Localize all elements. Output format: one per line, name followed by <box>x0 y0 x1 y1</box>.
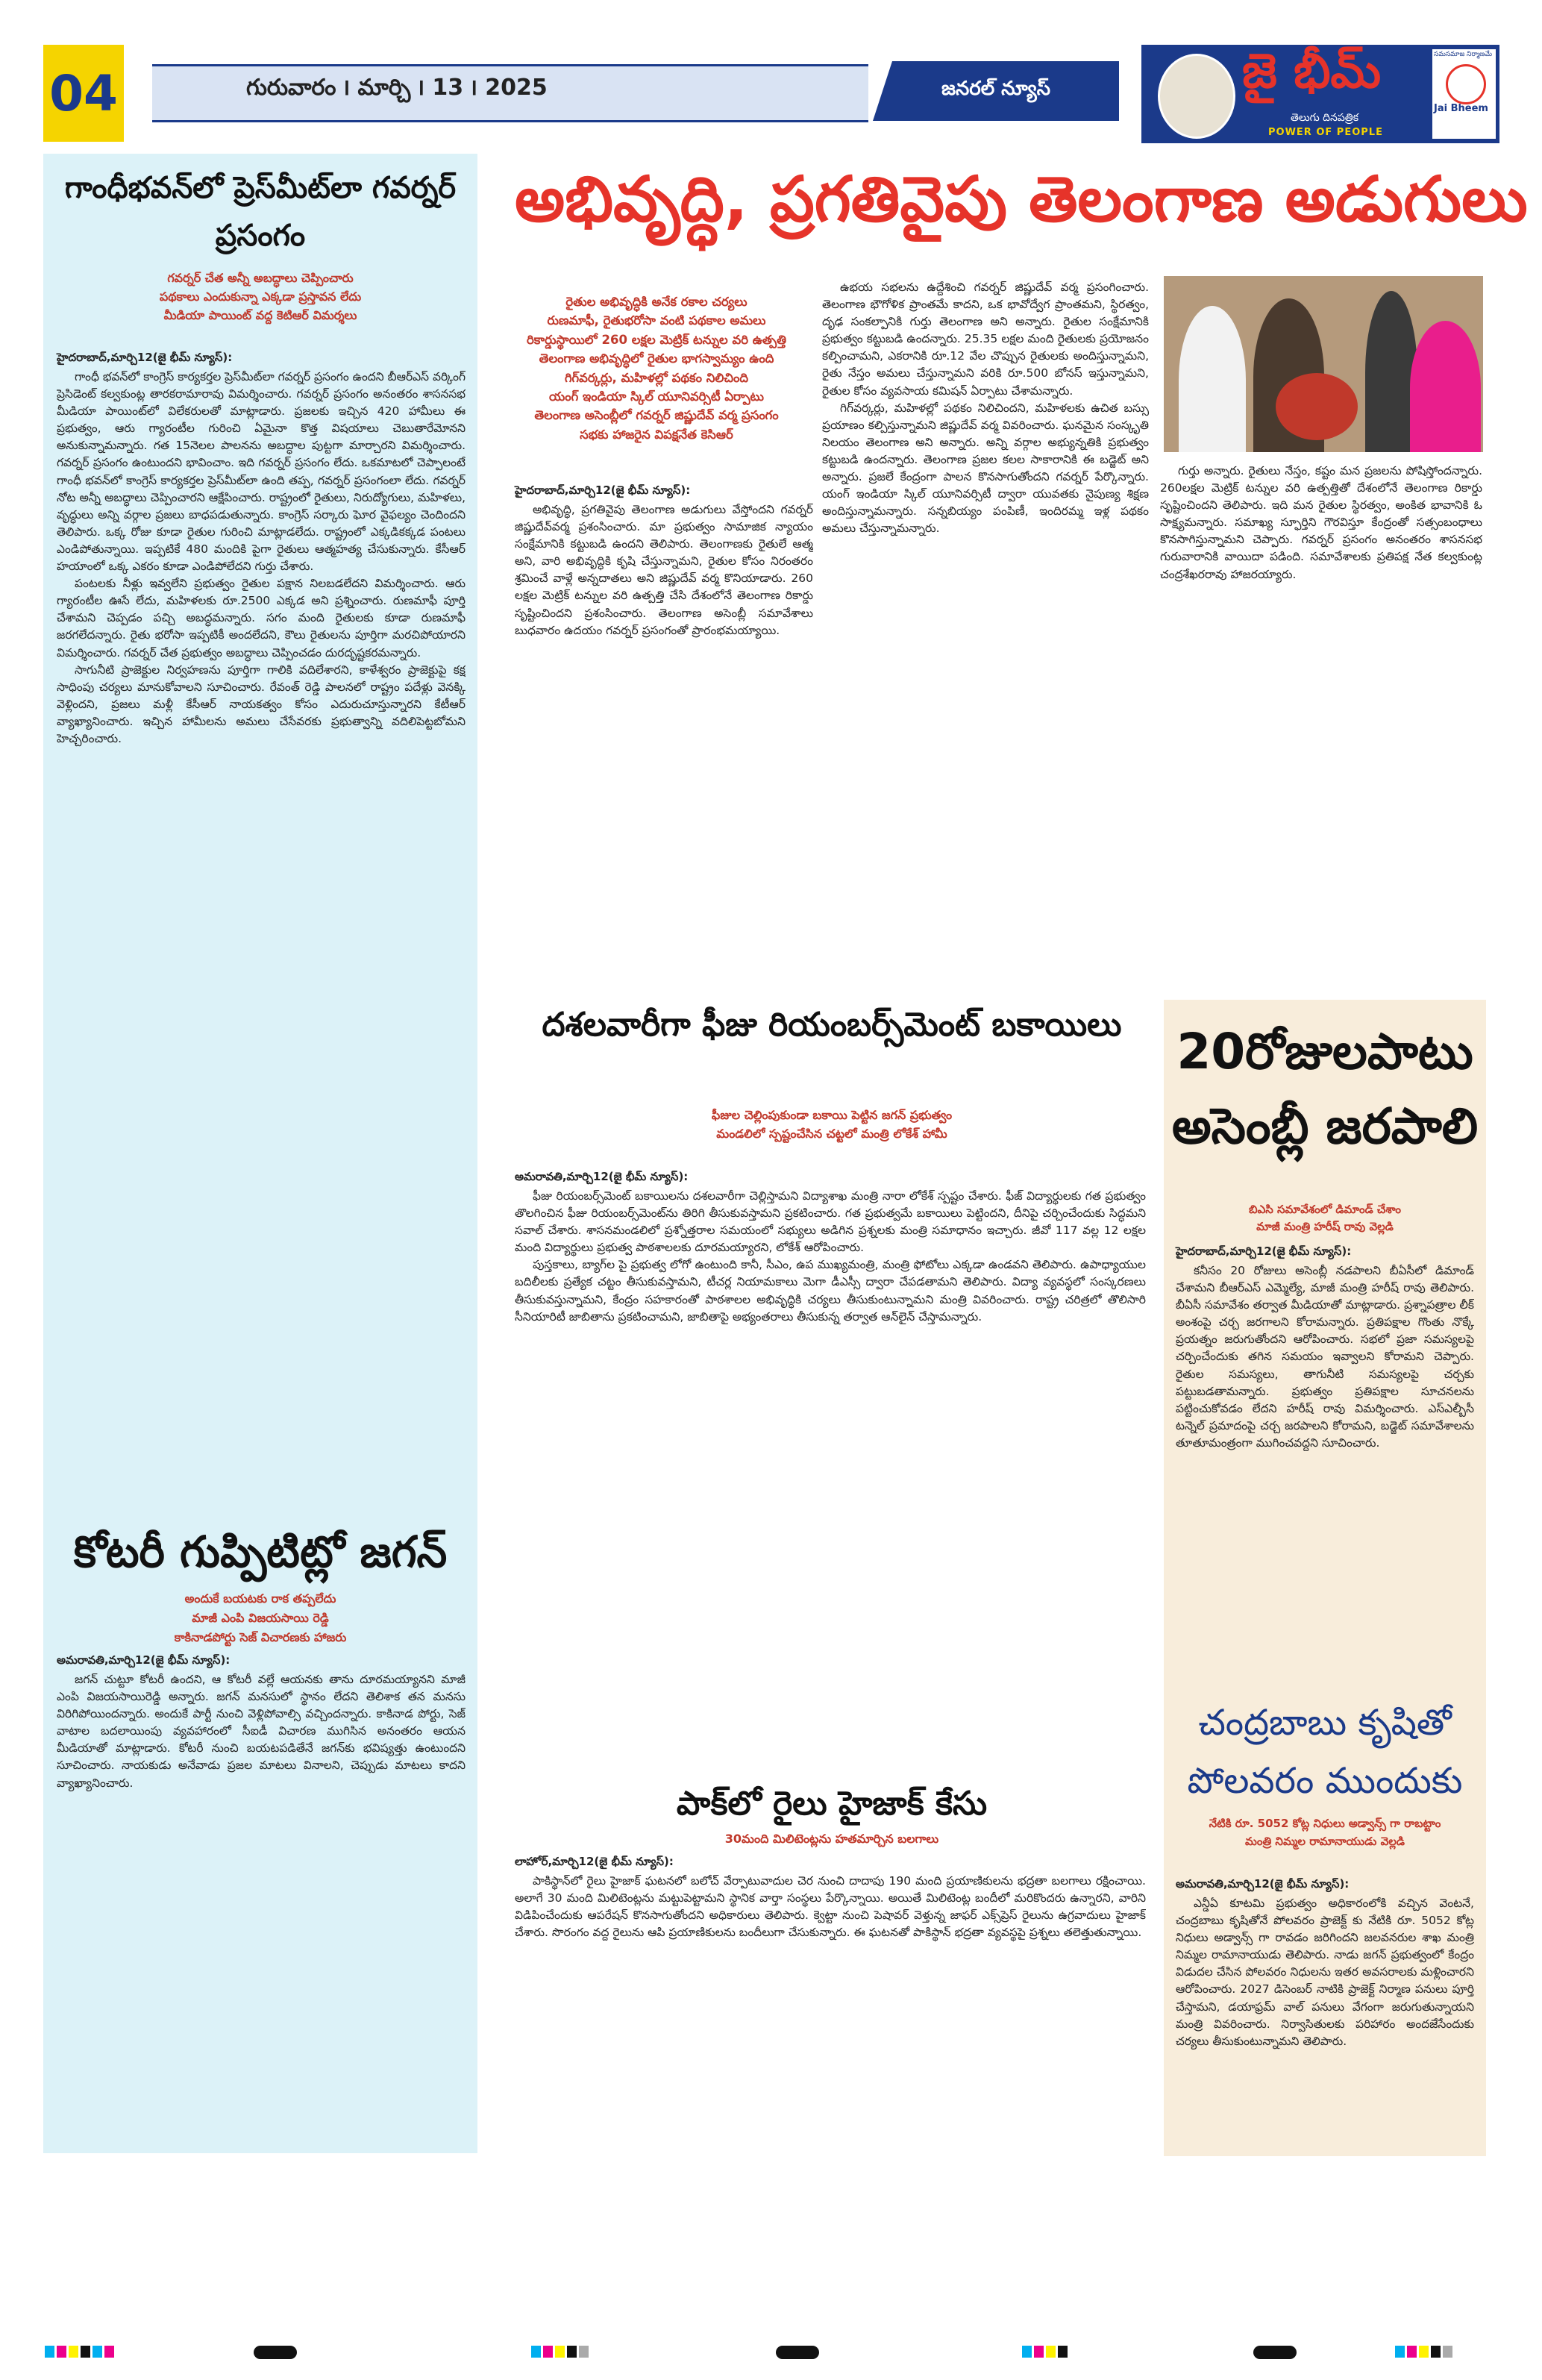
article-headline: కోటరీ గుప్పిటిట్లో జగన్ <box>73 1526 448 1577</box>
color-swatch <box>1022 2346 1032 2358</box>
subhead: మాజీ ఎంపి విజయసాయి రెడ్డి <box>192 1611 329 1625</box>
color-swatch <box>543 2346 553 2358</box>
paragraph: అభివృద్ధి, ప్రగతివైపు తెలంగాణ అడుగులు వేస్తోందని గవర్నర్ జిష్ణుదేవ్‌వర్మ ప్రశంసించారు. మా ప్రభుత్వం సామాజిక న్యాయం సంక్షేమానికి కట్టుబడి ఉందని తెలిపారు. తెలంగాణకు రైతులే ఆత్మ అని, వారి అభివృద్ధికి కృషి చేస్తున్నామని, రైతుల కోసం నిరంతరం శ్రమించే వాళ్లే అన్నదాతలు అని జిష్ణుదేవ్ వర్మ కొనియాడారు. 260 లక్షల మెట్రిక్ టన్నుల వరి ఉత్పత్తి చేసి దేశంలోనే తెలంగాణ రికార్డు సృష్టించిందని ప్రశంసించారు. తెలంగాణ అసెంబ్లీ సమావేశాలు బుధవారం ఉదయం గవర్నర్ ప్రసంగంతో ప్రారంభమయ్యాయి. <box>515 503 813 637</box>
article-body <box>1176 1262 1474 1680</box>
article-body <box>822 279 1149 1010</box>
article-subheads <box>500 292 813 444</box>
color-swatch <box>1395 2346 1405 2358</box>
article-body <box>57 369 466 1519</box>
subhead: రైతుల అభివృద్ధికి అనేక రకాల చర్యలు <box>565 295 748 309</box>
subhead: మాజీ మంత్రి హరీష్ రావు వెల్లడి <box>1256 1220 1394 1233</box>
paragraph: గాంధీ భవన్‌లో కాంగ్రెస్ కార్యకర్తల ప్రెస్‌మీట్‌లా గవర్నర్ ప్రసంగం ఉందని బీఆర్ఎస్ వర్కింగ్ ప్రెసిడెంట్ కల్వకుంట్ల తారకరామారావు విమర్శించారు. గవర్నర్ ప్రసంగం అనంతరం శాసనసభ మీడియా పాయింట్‌లో విలేకరులతో మాట్లాడారు. ప్రజలకు ఇచ్చిన 420 హామీలు ఈ ప్రభుత్వం, ఆరు గ్యారంటీల గురించి ఏమైనా కొత్త విషయాలు చెబుతారేమోనని అనుకున్నామన్నారు. గత 15నెలల పాలనను అబద్ధాల పుట్టగా మార్చారని విమర్శించారు. గవర్నర్ ప్రసంగం ఉంటుందని భావించాం. ఇది గవర్నర్ ప్రసంగం లేదు. ఒకమాటలో చెప్పాలంటే గాంధీ భవన్‌లో కాంగ్రెస్ కార్యకర్తల ప్రెస్‌మీట్‌లా ఉంది తప్ప, గవర్నర్ ప్రసంగంలా లేదు. గవర్నర్ నోట అన్నీ అబద్ధాలు చెప్పించారని ఆక్షేపించారు. రాష్ట్రంలో రైతులు, నిరుద్యోగులు, మహిళలు, వృద్ధులు అన్ని వర్గాల ప్రజలు బాధపడుతున్నారు. కాంగ్రెస్ సర్కారు ఘోర వైఫల్యం చెందిందని తెలిపారు. ఒక్క రోజు కూడా రైతుల గురించి మాట్లాడలేదు. రాష్ట్రంలో ఎక్కడికక్కడ పంటలు ఎండిపోతున్నాయి. ఇప్పటికే 480 మందికి పైగా రైతులు ఆత్మహత్య చేసుకున్నారు. కేసీఆర్ హయాంలో ఒక్క ఎకరం కూడా ఎండిపోలేదని గుర్తు చేశారు. <box>57 370 466 574</box>
article-headline: గాంధీభవన్‌లో ప్రెస్‌మీట్‌లా గవర్నర్ ప్రసంగం <box>64 171 457 253</box>
subhead: రికార్డుస్థాయిలో 260 లక్షల మెట్రిక్ టన్నుల వరి ఉత్పత్తి <box>526 332 786 347</box>
subhead: గవర్నర్ చేత అన్నీ అబద్ధాలు చెప్పించారు <box>167 271 354 285</box>
photo-figure <box>1410 321 1481 452</box>
article-subheads <box>43 269 477 325</box>
article-body <box>515 1188 1146 1759</box>
subhead: 30మంది మిలిటెంట్లను హతమార్చిన బలగాలు <box>724 1832 939 1846</box>
paragraph: కనీసం 20 రోజులు అసెంబ్లీ నడపాలని బీఏసీలో డిమాండ్ చేశామని బీఆర్ఎస్ ఎమ్మెల్యే, మాజీ మంత్రి హరీష్ రావు తెలిపారు. బీఏసీ సమావేశం తర్వాత మీడియాతో మాట్లాడారు. ప్రశ్నాపత్రాల లీక్ అంశంపై చర్చ జరగాలని కోరామన్నారు. ప్రతిపక్షాల గొంతు నొక్కే ప్రయత్నం జరుగుతోందని ఆరోపించారు. సభలో ప్రజా సమస్యలపై చర్చించేందుకు తగిన సమయం ఇవ్వాలని కోరామని చెప్పారు. రైతుల సమస్యలు, తాగునీటి సమస్యలపై చర్చకు పట్టుబడతామన్నారు. ప్రభుత్వం ప్రతిపక్షాల సూచనలను పట్టించుకోవడం లేదని హరీష్ రావు విమర్శించారు. ఎస్ఎల్బీసీ టన్నెల్ ప్రమాదంపై చర్చ జరపాలని కోరామని, బడ్జెట్ సమావేశాలను తూతూమంత్రంగా ముగించవద్దని సూచించారు. <box>1176 1264 1474 1450</box>
ambedkar-portrait-icon <box>1158 54 1235 139</box>
registration-mark <box>776 2346 819 2359</box>
color-swatch <box>555 2346 565 2358</box>
article-headline: పాక్‌లో రైలు హైజాక్ కేసు <box>676 1785 988 1823</box>
subhead: నేటికి రూ. 5052 కోట్ల నిధులు అడ్వాన్స్ గా రాబట్టాం <box>1209 1817 1441 1830</box>
article-headline: చంద్రబాబు కృషితో పోలవరం ముందుకు <box>1187 1702 1463 1802</box>
page-number: 04 <box>43 45 124 142</box>
brand-emblem-icon <box>1446 64 1486 104</box>
article-body <box>515 1873 1146 2156</box>
color-swatch <box>1058 2346 1068 2358</box>
article-subheads <box>1164 1201 1486 1236</box>
article-headline: 20రోజులపాటు అసెంబ్లీ జరపాలి <box>1171 1023 1479 1155</box>
paragraph: జగన్ చుట్టూ కోటరీ ఉందని, ఆ కోటరీ వల్లే ఆయనకు తాను దూరమయ్యానని మాజీ ఎంపి విజయసాయిరెడ్డి అన్నారు. జగన్ మనసులో స్థానం లేదని తెలిశాక తన మనసు విరిగిపోయిందన్నారు. అందుకే పార్టీ నుంచి వెళ్లిపోవాల్సి వచ్చిందన్నారు. కాకినాడ పోర్టు, సెజ్ వాటాల బదలాయింపు వ్యవహారంలో సీఐడీ విచారణ ముగిసిన అనంతరం ఆయన మీడియాతో మాట్లాడారు. కోటరీ నుంచి బయటపడితేనే జగన్‌కు భవిష్యత్తు ఉంటుందని సూచించారు. నాయకుడు అనేవాడు ప్రజల మాటలు వినాలని, చెప్పుడు మాటలు కాదని వ్యాఖ్యానించారు. <box>57 1673 466 1790</box>
main-headline: అభివృద్ధి, ప్రగతివైపు తెలంగాణ అడుగులు <box>515 163 1528 236</box>
dateline: లాహోర్,మార్చి12(జై భీమ్ న్యూస్): <box>515 1855 674 1868</box>
registration-mark <box>1253 2346 1297 2359</box>
dateline: హైదరాబాద్,మార్చి12(జై భీమ్ న్యూస్): <box>1176 1244 1352 1258</box>
photo-figure <box>1179 306 1246 452</box>
paragraph: గుర్తు అన్నారు. రైతులు నేస్తం, కష్టం మన ప్రజలను పోషిస్తోందన్నారు. 260లక్షల మెట్రిక్ టన్నుల వరి ఉత్పత్తితో దేశంలోనే తెలంగాణ రికార్డు సృష్టించిందని తెలిపారు. ఇది మన రైతుల స్థిరత్వం, అంకిత భావానికి ఓ సాక్ష్యమన్నారు. సమాఖ్య స్ఫూర్తిని గౌరవిస్తూ కేంద్రంతో సత్సంబంధాలు కొనసాగిస్తున్నామని చెప్పారు. గవర్నర్ ప్రసంగం అనంతరం శాసనసభ గురువారానికి వాయిదా పడింది. సమావేశాలకు ప్రతిపక్ష నేత కల్వకుంట్ల చంద్రశేఖరరావు హాజరయ్యారు. <box>1160 464 1482 581</box>
news-photo <box>1164 276 1483 452</box>
color-swatch <box>104 2346 114 2358</box>
subhead: సభకు హాజరైన విపక్షనేత కెసిఆర్ <box>580 427 733 442</box>
subhead: తెలంగాణ అభివృద్ధిలో రైతుల భాగస్వామ్యం ఉంది <box>539 351 774 366</box>
paragraph: సాగునీటి ప్రాజెక్టుల నిర్వహణను పూర్తిగా గాలికి వదిలేశారని, కాళేశ్వరం ప్రాజెక్టుపై కక్ష సాధింపు చర్యలు మానుకోవాలని సూచించారు. రేవంత్ రెడ్డి పాలనలో రాష్ట్రం పదేళ్లు వెనక్కి వెళ్లిందని, ప్రజలు మళ్లీ కేసీఆర్ నాయకత్వం కోసం ఎదురుచూస్తున్నారని కేటీఆర్ వ్యాఖ్యానించారు. ఇచ్చిన హామీలను అమలు చేసేవరకు ప్రభుత్వాన్ని వదిలిపెట్టబోమని హెచ్చరించారు. <box>57 663 466 745</box>
subhead: కాకినాడపోర్టు సెజ్ విచారణకు హాజరు <box>174 1630 347 1644</box>
color-swatch <box>567 2346 577 2358</box>
paragraph: పాకిస్థాన్‌లో రైలు హైజాక్ ఘటనలో బలోచ్ వేర్పాటువాదుల చెర నుంచి దాదాపు 190 మంది ప్రయాణికులను భద్రతా బలగాలు రక్షించాయి. అలాగే 30 మంది మిలిటెంట్లను మట్టుపెట్టామని స్థానిక వార్తా సంస్థలు పేర్కొన్నాయి. అయితే మిలిటెంట్ల బందీలో మరికొందరు ఉన్నారని, వారిని విడిపించేందుకు ఆపరేషన్ కొనసాగుతోందని అధికారులు తెలిపారు. క్వెట్టా నుంచి పెషావర్ వెళ్తున్న జాఫర్ ఎక్స్‌ప్రెస్ రైలును ఉగ్రవాదులు హైజాక్ చేశారు. సొరంగం వద్ద రైలును ఆపి ప్రయాణికులను బందీలుగా చేసుకున్నారు. ఈ ఘటనతో పాకిస్థాన్ భద్రతా వ్యవస్థపై ప్రశ్నలు తలెత్తుతున్నాయి. <box>515 1874 1146 1940</box>
article-body <box>515 501 813 822</box>
dateline: అమరావతి,మార్చి12(జై భీమ్ న్యూస్): <box>515 1170 689 1183</box>
masthead-brand: Jai Bheem <box>1434 103 1488 114</box>
paragraph: ఫీజు రియంబర్స్‌మెంట్ బకాయిలను దశలవారీగా చెల్లిస్తామని విద్యాశాఖ మంత్రి నారా లోకేశ్ స్పష్టం చేశారు. ఫీజ్ విద్యార్థులకు గత ప్రభుత్వం తొలగించిన ఫీజు రియంబర్స్‌మెంట్‌ను తిరిగి తీసుకువస్తామని ప్రకటించారు. గత ప్రభుత్వమే బకాయిలు పెట్టిందని, దీనిపై చర్చించేందుకు సిద్ధమని సవాల్ చేశారు. శాసనమండలిలో ప్రశ్నోత్తరాల సమయంలో సభ్యులు అడిగిన ప్రశ్నలకు మంత్రి సమాధానం ఇచ్చారు. జీవో 117 వల్ల 12 లక్షల మంది విద్యార్థులు ప్రభుత్వ పాఠశాలలకు దూరమయ్యారని, లోకేశ్ ఆరోపించారు. <box>515 1189 1146 1255</box>
bouquet-icon <box>1276 373 1358 440</box>
issue-date: గురువారం ౹ మార్చి ౹ 13 ౹ 2025 <box>246 75 548 101</box>
subhead: బిఎసి సమావేశంలో డిమాండ్ చేశాం <box>1249 1203 1401 1216</box>
article-subheads <box>43 1589 477 1647</box>
article-body <box>57 1671 466 2141</box>
color-swatch <box>81 2346 90 2358</box>
subhead: పథకాలు ఎందుకున్నా ఎక్కడా ప్రస్తావన లేదు <box>159 289 362 304</box>
subhead: రుణమాఫీ, రైతుభరోసా వంటి పథకాల అమలు <box>547 313 766 328</box>
article-subheads <box>1164 1814 1486 1850</box>
color-swatch <box>45 2346 54 2358</box>
paragraph: పంటలకు నీళ్లు ఇవ్వలేని ప్రభుత్వం రైతుల పక్షాన నిలబడలేదని విమర్శించారు. ఆరు గ్యారంటీల ఊసే లేదు, మహిళలకు రూ.2500 ఎక్కడ అని ప్రశ్నించారు. రుణమాఫీ పూర్తి చేశామని చెప్పడం పచ్చి అబద్ధమన్నారు. సగం మంది రైతులకు కూడా రుణమాఫీ జరగలేదన్నారు. రైతు భరోసా ఇప్పటికీ అందలేదని, కౌలు రైతులను పూర్తిగా మరచిపోయారని విమర్శించారు. గవర్నర్ చేత ప్రభుత్వం అబద్ధాలు చెప్పించడం దురదృష్టకరమన్నారు. <box>57 577 466 660</box>
color-swatch <box>1443 2346 1452 2358</box>
masthead-subtitle: తెలుగు దినపత్రిక <box>1291 112 1359 124</box>
subhead: యంగ్ ఇండియా స్కిల్ యూనివర్సిటీ ఏర్పాటు <box>548 389 764 404</box>
paragraph: ఉభయ సభలను ఉద్దేశించి గవర్నర్ జిష్ణుదేవ్ వర్మ ప్రసంగించారు. తెలంగాణ భౌగోళిక ప్రాంతమే కాదని, ఒక భావోద్వేగ ప్రాంతమని, స్థిరత్వం, దృఢ సంకల్పానికి గుర్తు తెలంగాణ అని అన్నారు. రైతుల సంక్షేమానికి ప్రభుత్వం కట్టుబడి ఉందన్నారు. 25.35 లక్షల మంది రైతులకు ప్రయోజనం కల్పించామని, ఎకరానికి రూ.12 వేల చొప్పున రైతులకు అందిస్తున్నామని, రైతు నేస్తం అమలు చేస్తున్నామని వరికి రూ.500 బోనస్ ఇస్తున్నామని, రైతుల కోసం వ్యవసాయ కమిషన్ ఏర్పాటు చేశామన్నారు. <box>822 281 1149 398</box>
masthead-tagline: POWER OF PEOPLE <box>1268 127 1383 138</box>
color-swatch <box>57 2346 66 2358</box>
subhead: అందుకే బయటకు రాక తప్పలేదు <box>184 1591 336 1606</box>
masthead-title: జై భీమ్ <box>1242 43 1382 99</box>
subhead: తెలంగాణ అసెంబ్లీలో గవర్నర్ జిష్ణుదేవ్ వర్మ ప్రసంగం <box>534 408 779 423</box>
color-swatch <box>531 2346 541 2358</box>
color-swatch <box>93 2346 102 2358</box>
color-swatch <box>1407 2346 1417 2358</box>
registration-mark <box>254 2346 297 2359</box>
subhead: ఫీజుల చెల్లింపుకుండా బకాయి పెట్టిన జగన్ ప్రభుత్వం <box>711 1108 953 1122</box>
dateline: హైదరాబాద్,మార్చి12(జై భీమ్ న్యూస్): <box>515 483 691 497</box>
paragraph: పుస్తకాలు, బ్యాగ్‌ల పై ప్రభుత్వ లోగో ఉంటుంది కానీ, సీఎం, ఉప ముఖ్యమంత్రి, మంత్రి ఫోటోలు ఎక్కడా ఉండవని తెలిపారు. ఉపాధ్యాయుల బదిలీలకు ప్రత్యేక చట్టం తీసుకువస్తామని, టీచర్ల నియామకాలు మెగా డీఎస్సీ ద్వారా చేపడతామని తెలిపారు. విద్యా వ్యవస్థలో సంస్కరణలు తీసుకువస్తున్నామని, కేంద్రం సహకారంతో పాఠశాలల అభివృద్ధికి చర్యలు తీసుకుంటున్నామని మంత్రి వివరించారు. రాష్ట్ర చరిత్రలో తొలిసారి సీనియారిటీ జాబితాను ప్రకటించామని, జాబితాపై అభ్యంతరాలు తీసుకున్న తర్వాత ఆన్‌లైన్ చేస్తామన్నారు. <box>515 1258 1146 1324</box>
color-swatch <box>1419 2346 1429 2358</box>
dateline: అమరావతి,మార్చి12(జై భీమ్ న్యూస్): <box>1176 1877 1350 1891</box>
dateline: హైదరాబాద్,మార్చి12(జై భీమ్ న్యూస్): <box>57 351 233 364</box>
article-headline: దశలవారీగా ఫీజు రియంబర్స్‌మెంట్ బకాయిలు <box>542 1006 1122 1044</box>
paragraph: ఎన్డీఏ కూటమి ప్రభుత్వం అధికారంలోకి వచ్చిన వెంటనే, చంద్రబాబు కృషితోనే పోలవరం ప్రాజెక్ట్ కు నేటికి రూ. 5052 కోట్ల నిధులు అడ్వాన్స్ గా రావడం జరిగిందని జలవనరుల శాఖ మంత్రి నిమ్మల రామానాయుడు తెలిపారు. నాడు జగన్ ప్రభుత్వంలో కేంద్రం విడుదల చేసిన పోలవరం నిధులను ఇతర అవసరాలకు మళ్లించారని ఆరోపించారు. 2027 డిసెంబర్ నాటికి ప్రాజెక్ట్ నిర్మాణ పనులు పూర్తి చేస్తామని, డయాఫ్రమ్ వాల్ పనులు వేగంగా జరుగుతున్నాయని మంత్రి వివరించారు. నిర్వాసితులకు పరిహారం అందజేసేందుకు చర్యలు తీసుకుంటున్నామని తెలిపారు. <box>1176 1897 1474 2048</box>
article-subheads <box>515 1106 1149 1143</box>
subhead: మీడియా పాయింట్ వద్ద కెటిఆర్ విమర్శలు <box>163 308 357 322</box>
paragraph: గిగ్‌వర్కర్లు, మహిళల్లో పథకం నిలిచిందని, మహిళలకు ఉచిత బస్సు ప్రయాణం కల్పిస్తున్నామని జిష్ణుదేవ్ వర్మ వివరించారు. ఘనమైన సంస్కృతి నిలయం తెలంగాణ అని అన్నారు. అన్ని వర్గాల అభ్యున్నతికి ప్రభుత్వం కట్టుబడి ఉందన్నారు. తెలంగాణ ప్రజల కలల సాకారానికి ఈ బడ్జెట్ అని అన్నారు. ప్రజలే కేంద్రంగా పాలన కొనసాగుతోందని గవర్నర్ పేర్కొన్నారు. యంగ్ ఇండియా స్కిల్ యూనివర్సిటీ ద్వారా యువతకు నైపుణ్య శిక్షణ అందిస్తున్నామన్నారు. సన్నబియ్యం పంపిణీ, ఇందిరమ్మ ఇళ్ల పథకం అమలు చేస్తున్నామన్నారు. <box>822 401 1149 536</box>
dateline: అమరావతి,మార్చి12(జై భీమ్ న్యూస్): <box>57 1653 231 1667</box>
masthead-slogan: సమసమాజ నిర్మాణమే <box>1434 51 1493 58</box>
subhead: మంత్రి నిమ్మల రామానాయుడు వెల్లడి <box>1245 1835 1405 1848</box>
color-swatch <box>69 2346 78 2358</box>
color-swatch <box>579 2346 589 2358</box>
color-swatch <box>1431 2346 1441 2358</box>
subhead: మండలిలో స్పష్టంచేసిన చట్టలో మంత్రి లోకేశ్ హామీ <box>716 1127 947 1141</box>
subhead: గిగ్‌వర్కర్లు, మహిళల్లో పథకం నిలిచింది <box>564 370 749 385</box>
article-body <box>1160 463 1482 962</box>
color-swatch <box>1046 2346 1056 2358</box>
article-body <box>1176 1895 1474 2149</box>
section-tab: జనరల్ న్యూస్ <box>873 61 1119 121</box>
color-swatch <box>1034 2346 1044 2358</box>
